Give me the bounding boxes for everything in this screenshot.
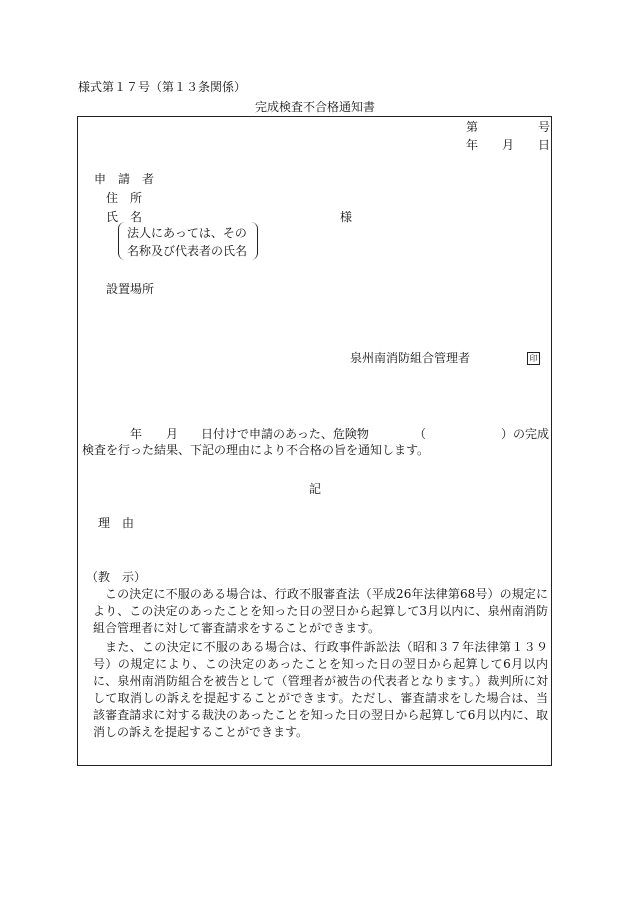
address-label: 住 所	[106, 191, 143, 205]
form-number: 様式第１７号（第１３条関係）	[78, 80, 247, 94]
reason-label: 理 由	[98, 516, 135, 530]
instruction-heading: （教 示）	[86, 570, 147, 584]
seal-mark-wrapper	[527, 351, 540, 365]
date-year: 年	[466, 138, 479, 152]
body-line1-text: 日付けで申請のあった、危険物	[201, 427, 369, 441]
body-line2-text: 検査を行った結果、下記の理由により不合格の旨を通知します。	[82, 443, 430, 457]
body-month: 月	[166, 427, 179, 441]
applicant-heading: 申 請 者	[94, 172, 155, 186]
body-paren-open: （	[414, 427, 427, 441]
location-label: 設置場所	[106, 282, 155, 296]
instruction-paragraph-1: この決定に不服のある場合は、行政不服審査法（平成26年法律第68号）の規定により、この決定のあったことを知った日の翌日から起算して3月以内に、泉州南消防組合管理者に対して審査請求をすることができます。	[93, 587, 548, 635]
corporation-note-line2: 名称及び代表者の氏名	[127, 244, 248, 258]
issuer-name: 泉州南消防組合管理者	[350, 351, 471, 365]
instruction-paragraph-2: また、この決定に不服のある場合は、行政事件訴訟法（昭和３７年法律第１３９号）の規定により、この決定のあったことを知った日の翌日から起算して6月以内に、泉州南消防組合を被告として（管理者が被告の代表者となります。）裁判所に対して取消しの訴えを提起することができます。ただし、審査請求をした場合は、当該審査請求に対する裁決のあったことを知った日の翌日から起算して6月以内に、取消しの訴えを提起することができます。	[93, 640, 548, 739]
document-title: 完成検査不合格通知書	[254, 100, 375, 114]
corporation-note-line1: 法人にあっては、その	[127, 226, 247, 240]
body-paren-close: ）の完成	[501, 427, 550, 441]
number-suffix: 号	[538, 120, 551, 134]
note-heading: 記	[308, 482, 321, 496]
seal-icon: 印	[527, 352, 540, 365]
date-month: 月	[502, 138, 515, 152]
honorific: 様	[340, 210, 353, 224]
date-day: 日	[538, 138, 551, 152]
number-prefix: 第	[466, 120, 479, 134]
body-year: 年	[130, 427, 143, 441]
name-label: 氏 名	[106, 210, 143, 224]
